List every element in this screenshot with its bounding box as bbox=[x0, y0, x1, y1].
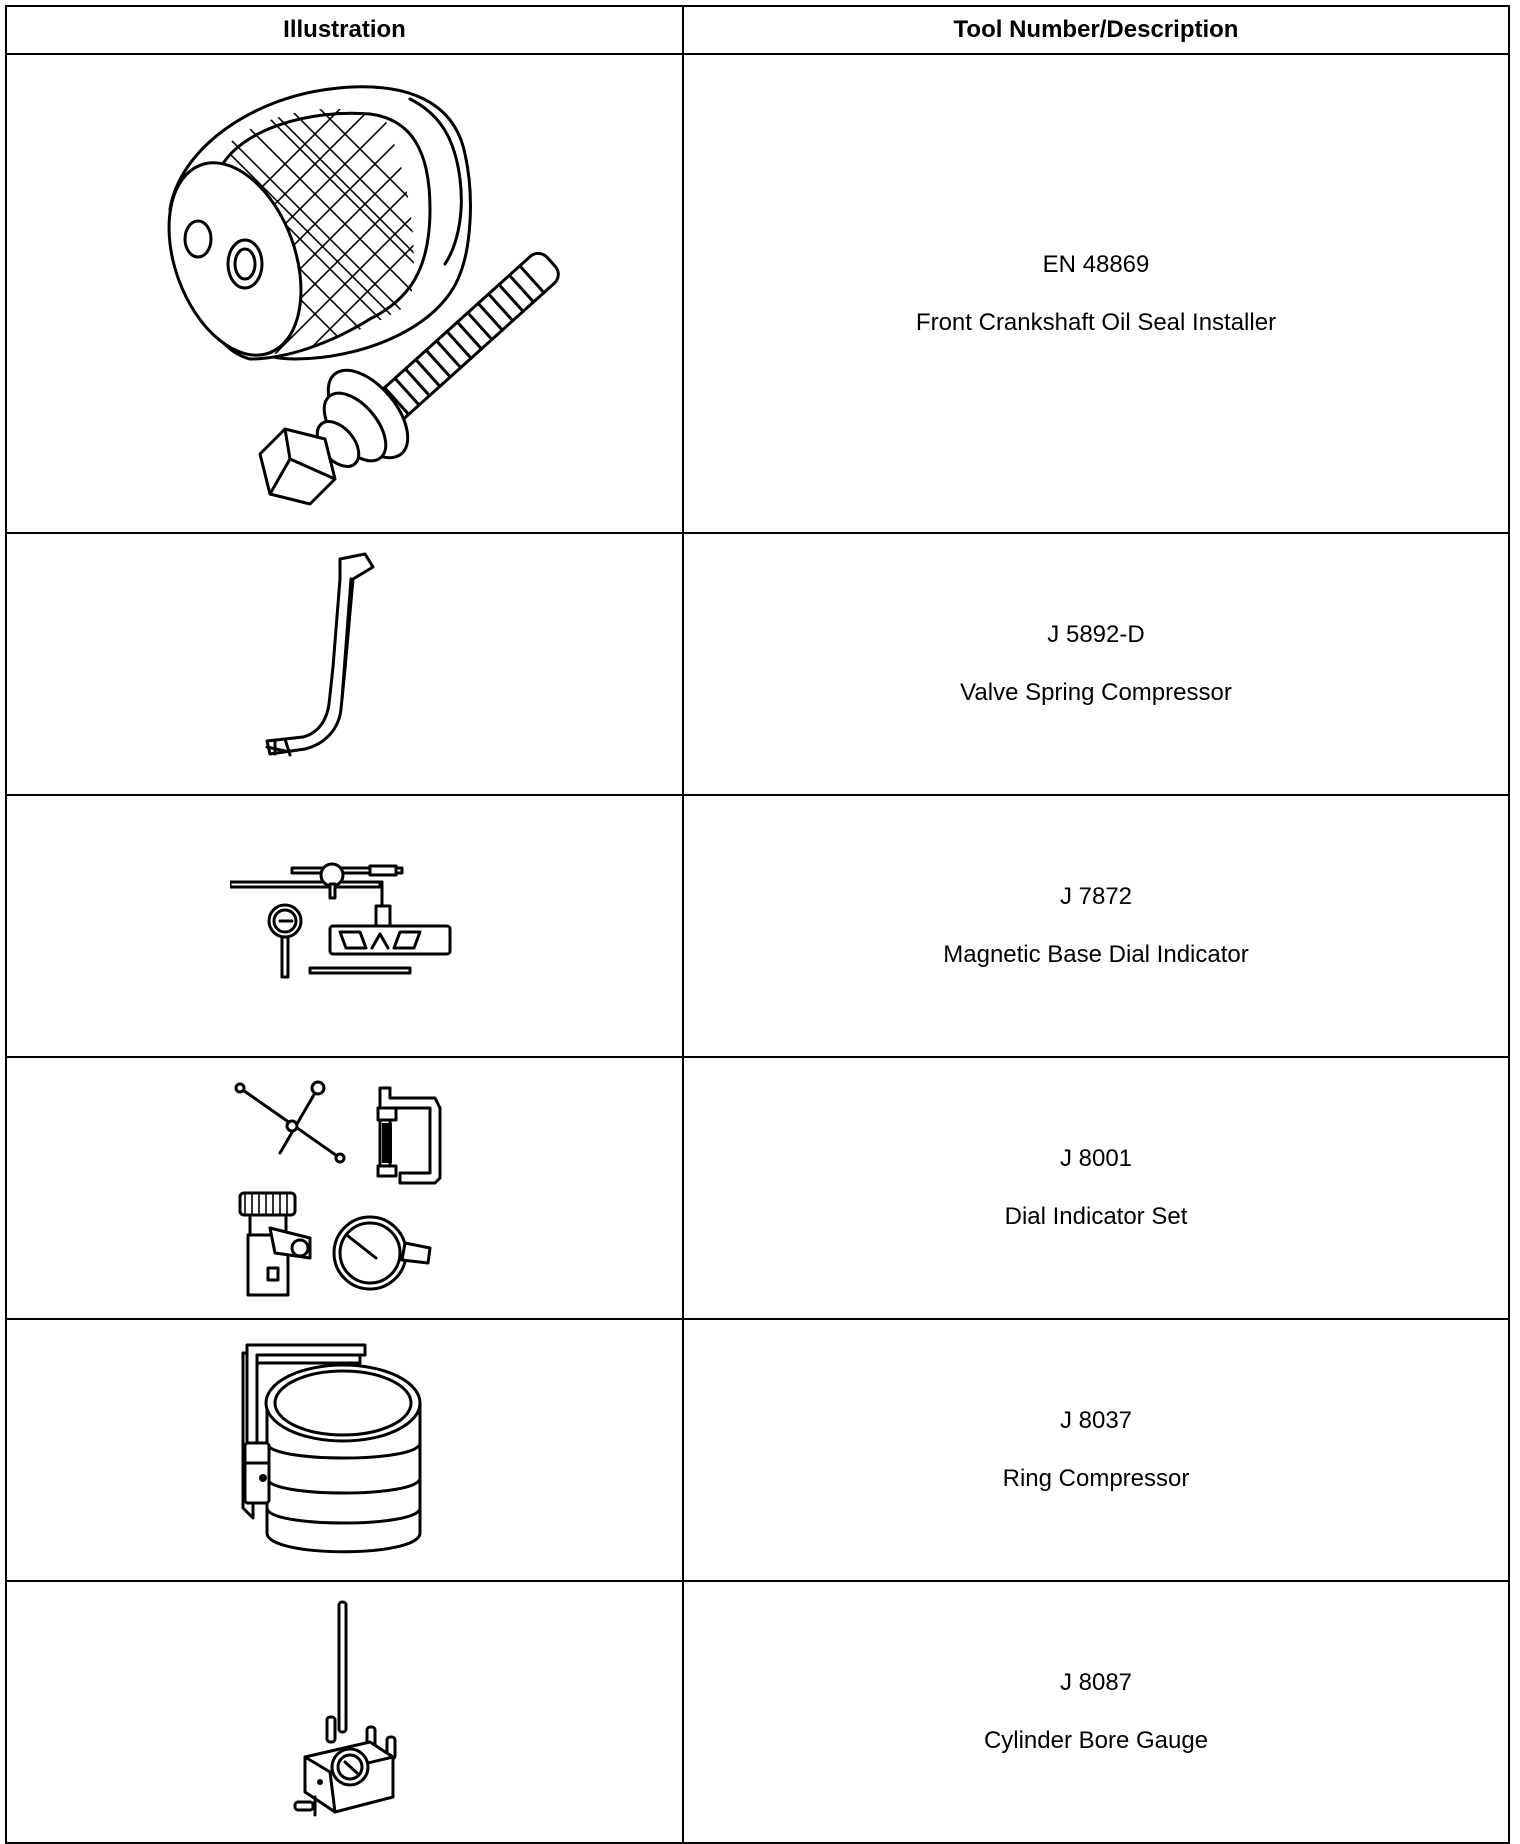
tool-description-cell bbox=[683, 1581, 1509, 1843]
tool-number: EN 48869 bbox=[1042, 250, 1150, 278]
tool-description: Cylinder Bore Gauge bbox=[983, 1727, 1209, 1754]
illustration-cell bbox=[6, 795, 683, 1057]
table-row bbox=[6, 533, 1509, 795]
table-row bbox=[6, 1581, 1509, 1843]
tool-number: J 7872 bbox=[1059, 883, 1133, 910]
valve-spring-compressor-icon bbox=[245, 549, 445, 779]
table-row bbox=[6, 1057, 1509, 1319]
magnetic-base-dial-indicator-icon bbox=[230, 856, 460, 996]
illustration-cell bbox=[6, 1057, 683, 1319]
tool-number: J 5892-D bbox=[1047, 621, 1145, 648]
oil-seal-installer-icon bbox=[110, 59, 580, 529]
header-illustration: Illustration bbox=[6, 6, 683, 54]
tool-description-cell bbox=[683, 1319, 1509, 1581]
illustration-cell bbox=[6, 1319, 683, 1581]
illustration-cell bbox=[6, 533, 683, 795]
tool-number: J 8001 bbox=[1059, 1145, 1133, 1172]
tool-description: Dial Indicator Set bbox=[1004, 1203, 1188, 1230]
tool-description-cell bbox=[683, 1057, 1509, 1319]
tool-number: J 8037 bbox=[1059, 1407, 1133, 1434]
illustration-cell bbox=[6, 54, 683, 533]
table-row bbox=[6, 795, 1509, 1057]
tool-number: J 8087 bbox=[1059, 1669, 1133, 1696]
header-row bbox=[6, 6, 1509, 54]
tool-description: Ring Compressor bbox=[1002, 1465, 1190, 1492]
tool-description: Front Crankshaft Oil Seal Installer bbox=[915, 308, 1277, 336]
dial-indicator-set-icon bbox=[230, 1078, 460, 1298]
illustration-cell bbox=[6, 1581, 683, 1843]
tool-description: Magnetic Base Dial Indicator bbox=[943, 941, 1249, 968]
tool-description-cell bbox=[683, 533, 1509, 795]
tool-description: Valve Spring Compressor bbox=[960, 679, 1232, 706]
tool-description-cell bbox=[683, 795, 1509, 1057]
cylinder-bore-gauge-icon bbox=[275, 1597, 415, 1827]
table-row bbox=[6, 54, 1509, 533]
ring-compressor-icon bbox=[235, 1333, 455, 1568]
tool-table bbox=[5, 5, 1510, 1844]
table-row bbox=[6, 1319, 1509, 1581]
tool-description-cell bbox=[683, 54, 1509, 533]
header-tool-number-description: Tool Number/Description bbox=[683, 6, 1509, 54]
